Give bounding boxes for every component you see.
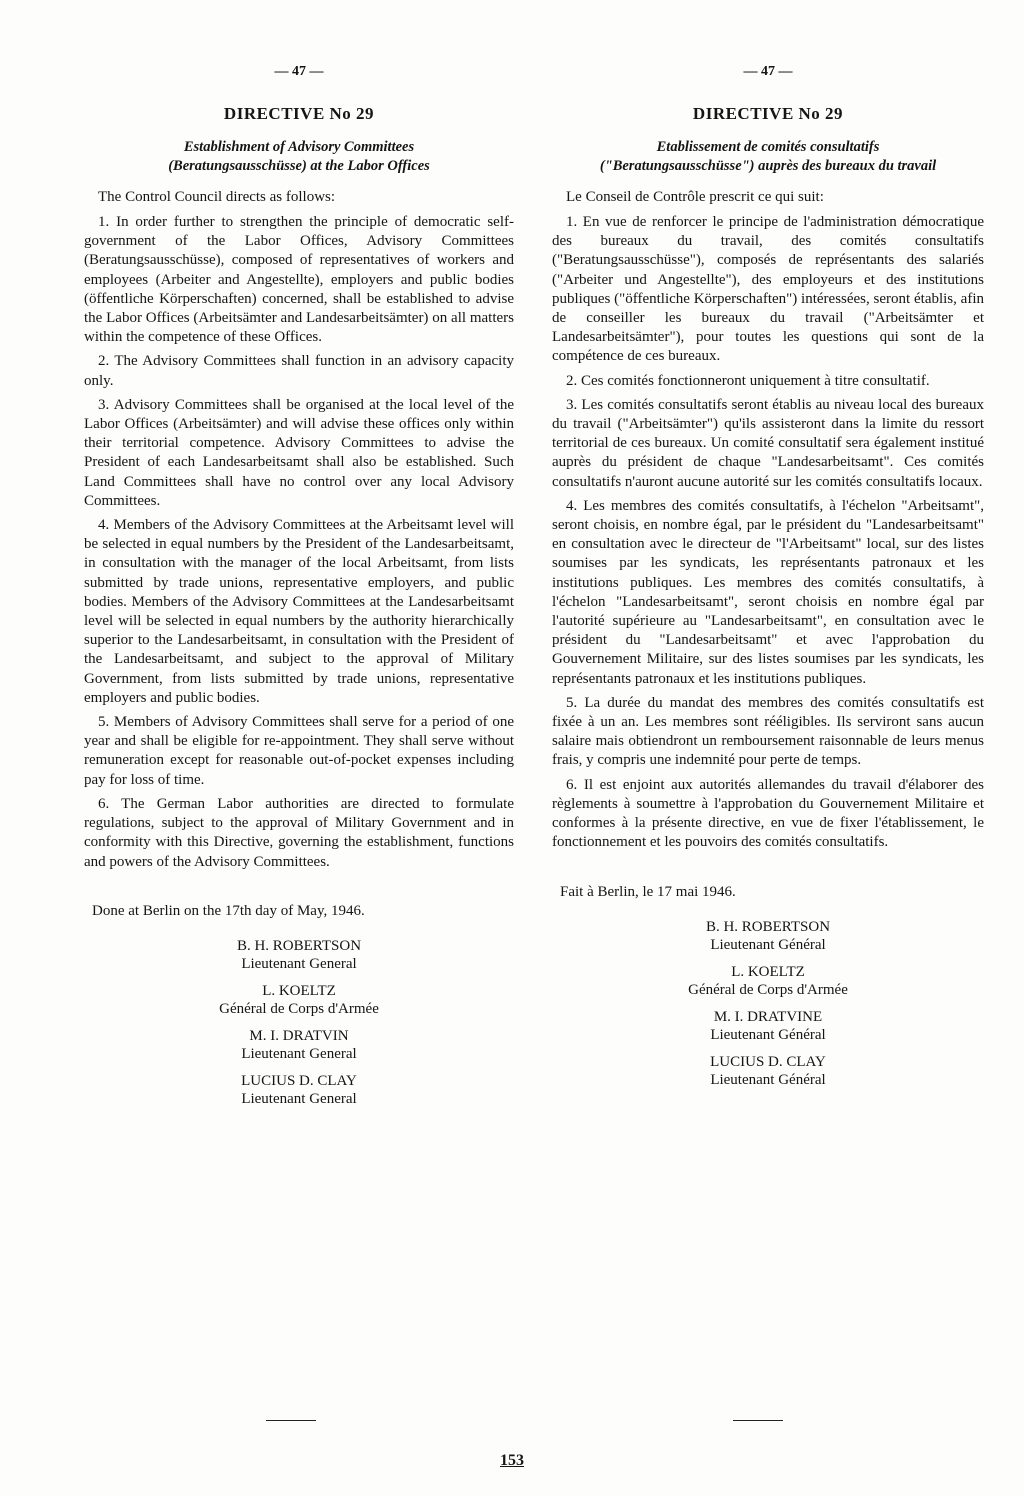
paragraph-6: 6. Il est enjoint aux autorités allemandes du travail d'élaborer des règlements à soumettre à l'approbation du Gouvernement Militaire et conformes à la présente directive, en vue de fixer l'établissement, le fonctionnement et les pouvoirs des comités consultatifs. <box>552 776 984 851</box>
directive-title: DIRECTIVE No 29 <box>692 104 844 123</box>
paragraph-4: 4. Les membres des comités consultatifs, à l'échelon "Arbeitsamt", seront choisis, en nombre égal, par le président du "Landesarbeitsamt" en consultation avec le directeur de "l'Arbeitsamt" local, sur des listes soumises par les syndicats, les représentants patronaux et les institutions publiques. Les membres des comités consultatifs, à l'échelon "Landesarbeitsamt", seront choisis en nombre égal par l'autorité supérieure au "Landesarbeitsamt", en consultation avec le président du "Landesarbeitsamt" et avec l'approbation du Gouvernement Militaire, sur des listes soumises par les syndicats, les représentants patronaux et les institutions publiques. <box>552 497 984 687</box>
signatory-rank: Lieutenant Général <box>710 1026 826 1043</box>
footer-page-number: 153 <box>500 1452 524 1469</box>
english-column <box>84 64 514 1117</box>
signatory-rank: Général de Corps d'Armée <box>688 981 848 998</box>
signature-block <box>552 1053 984 1089</box>
paragraph-2: 2. Ces comités fonctionneront uniquement à titre consultatif. <box>566 372 930 389</box>
signatory-rank: Lieutenant Général <box>710 936 826 953</box>
signatory-name: LUCIUS D. CLAY <box>710 1053 826 1070</box>
signing-date: Fait à Berlin, le 17 mai 1946. <box>560 883 736 900</box>
signatory-name: B. H. ROBERTSON <box>236 937 362 954</box>
signature-block <box>84 1027 514 1063</box>
signatory-rank: Lieutenant General <box>241 1090 357 1107</box>
signature-block <box>84 937 514 973</box>
right-divider-rule <box>733 1420 783 1421</box>
paragraph-4: 4. Members of the Advisory Committees at the Arbeitsamt level will be selected in equal numbers by the President of the Landesarbeitsamt, in consultation with the manager of the local Arbeitsamt, from lists submitted by trade unions, representative employers, and public bodies. Members of the Advisory Committees at the Landesarbeitsamt level will be selected in equal numbers by the authority hierarchically superior to the Landesarbeitsamt, in consultation with the President of the Landesarbeitsamt, and subject to the approval of Military Government, from lists submitted by trade unions, representative employers and public bodies. <box>84 517 514 706</box>
paragraph-2: 2. The Advisory Committees shall function in an advisory capacity only. <box>84 353 514 389</box>
intro-text: Le Conseil de Contrôle prescrit ce qui suit: <box>566 189 824 205</box>
paragraph-1: 1. In order further to strengthen the principle of democratic self-government of the Labor Offices, Advisory Committees (Beratungsausschüsse), composed of representatives of workers and employees (Arbeiter and Angestellte), employers and public bodies (öffentliche Körperschaften) concerned, shall be established to advise the Labor Offices (Arbeitsämter and Landesarbeitsämter) on all matters within the competence of these Offices. <box>84 214 514 346</box>
signature-block <box>84 982 514 1018</box>
left-divider-rule <box>266 1420 316 1421</box>
paragraph-3: 3. Advisory Committees shall be organised at the local level of the Labor Offices (Arbeitsämter) and will advise these offices only within their territorial competence. Advisory Committees to advise the President of each Landesarbeitsamt shall also be established. Such Land Committees shall have no control over any local Advisory Committees. <box>84 396 514 509</box>
signatory-rank: Lieutenant General <box>241 955 357 972</box>
directive-subtitle: Establishment of Advisory Committees (Beratungsausschüsse) at the Labor Offices <box>168 139 430 174</box>
signature-block <box>552 963 984 999</box>
signatory-name: B. H. ROBERTSON <box>705 918 831 935</box>
page-number: — 47 — <box>743 64 793 79</box>
paragraph-5: 5. Members of Advisory Committees shall serve for a period of one year and shall be eligible for re-appointment. They shall serve without remuneration except for reasonable out-of-pocket expenses including pay for loss of time. <box>84 714 514 788</box>
paragraph-6: 6. The German Labor authorities are directed to formulate regulations, subject to the approval of Military Government and in conformity with this Directive, governing the establishment, functions and powers of the Advisory Committees. <box>84 795 514 870</box>
signatory-name: L. KOELTZ <box>731 963 805 980</box>
directive-subtitle: Etablissement de comités consultatifs ("Beratungsausschüsse") auprès des bureaux du travail <box>599 139 937 174</box>
signatory-name: M. I. DRATVINE <box>713 1008 823 1025</box>
paragraph-1: 1. En vue de renforcer le principe de l'administration démocratique des bureaux du travail, des comités consultatifs ("Beratungsausschüsse"), composés de représentants des salariés ("Arbeiter und Angestellte"), des employeurs et des institutions publiques ("öffentliche Körperschaften") intéressées, seront établis, afin de conseiller les bureaux du travail ("Arbeitsämter et Landesarbeitsämter"), pour toutes les questions qui sont de la compétence de ces bureaux. <box>552 214 984 365</box>
signatory-name: LUCIUS D. CLAY <box>241 1072 357 1089</box>
french-column <box>552 64 984 1098</box>
paragraph-5: 5. La durée du mandat des membres des comités consultatifs est fixée à un an. Les membres sont rééligibles. Ils serviront sans aucun salaire mais obtiendront un remboursement raisonnable de leurs menus frais, y compris une indemnité pour perte de temps. <box>552 694 984 769</box>
directive-title: DIRECTIVE No 29 <box>223 104 375 123</box>
paragraph-3: 3. Les comités consultatifs seront établis au niveau local des bureaux du travail ("Arbeitsämter") qu'ils assisteront dans la limite du ressort territorial de ces bureaux. Un comité consultatif sera également institué auprès du président de chaque "Landesarbeitsamt". Ces comités consultatifs n'auront aucune autorité sur les comités consultatifs locaux. <box>552 396 984 490</box>
signatory-rank: Lieutenant Général <box>710 1071 826 1088</box>
signing-date: Done at Berlin on the 17th day of May, 1946. <box>92 902 365 919</box>
signatory-rank: Général de Corps d'Armée <box>219 1000 379 1017</box>
signature-block <box>552 918 984 954</box>
signatory-name: M. I. DRATVIN <box>249 1027 349 1044</box>
intro-text: The Control Council directs as follows: <box>98 189 336 205</box>
signatory-rank: Lieutenant General <box>241 1045 357 1062</box>
signature-block <box>552 1008 984 1044</box>
page-number: — 47 — <box>274 64 324 79</box>
signature-block <box>84 1072 514 1108</box>
signatory-name: L. KOELTZ <box>262 982 336 999</box>
